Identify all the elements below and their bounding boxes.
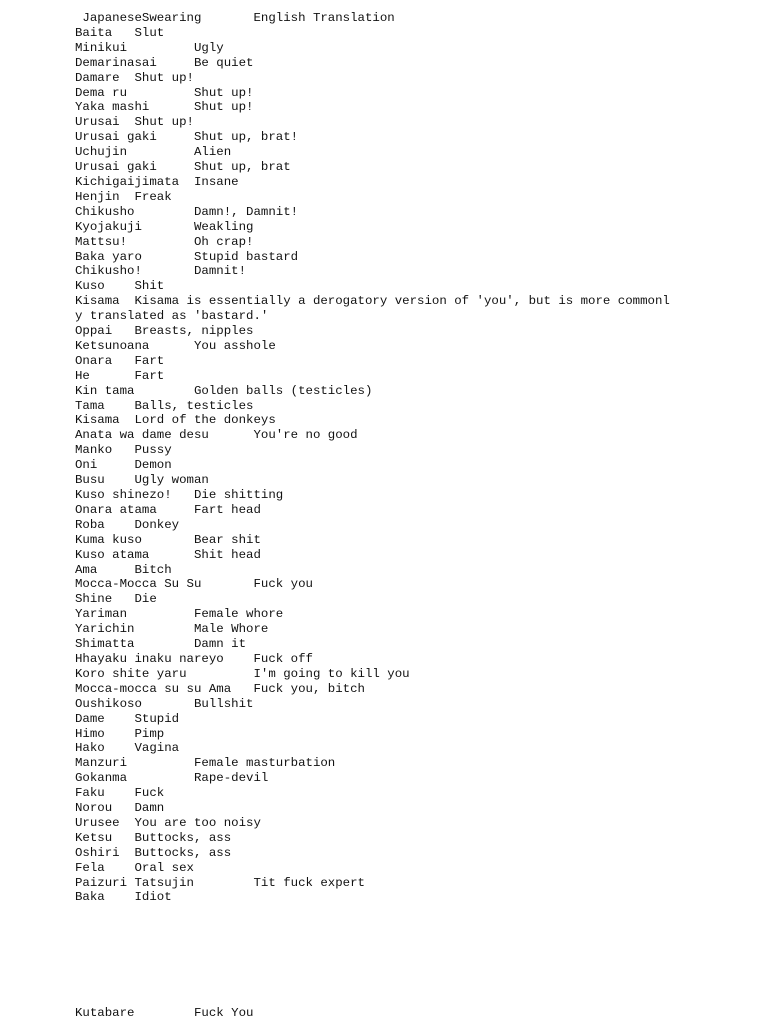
glossary-entry: Mattsu! Oh crap! — [75, 234, 254, 249]
glossary-entry: Urusee You are too noisy — [75, 815, 261, 830]
glossary-entry: Urusai Shut up! — [75, 115, 194, 130]
glossary-entry: Yariman Female whore — [75, 607, 284, 622]
glossary-entry: Norou Damn — [75, 801, 165, 816]
glossary-entry: Baka yaro Stupid bastard — [75, 249, 299, 264]
glossary-entry: Roba Donkey — [75, 517, 180, 532]
glossary-entry: Shine Die — [75, 592, 157, 607]
glossary-entry: Henjin Freak — [75, 189, 172, 204]
glossary-entry: Fela Oral sex — [75, 860, 194, 875]
glossary-entry: Manko Pussy — [75, 443, 172, 458]
glossary-entry: y translated as 'bastard.' — [75, 309, 269, 324]
glossary-entry: Kisama Kisama is essentially a derogatory version of 'you', but is more commonl — [75, 294, 670, 309]
glossary-entry: Mocca-mocca su su Ama Fuck you, bitch — [75, 681, 365, 696]
glossary-entry: Kyojakuji Weakling — [75, 219, 254, 234]
glossary-text — [75, 11, 755, 905]
glossary-entry: Chikusho Damn!, Damnit! — [75, 204, 299, 219]
glossary-entry: Tama Balls, testicles — [75, 398, 254, 413]
glossary-entry: Uchujin Alien — [75, 145, 232, 160]
document-body — [75, 11, 755, 905]
glossary-entry: Koro shite yaru I'm going to kill you — [75, 666, 410, 681]
glossary-entry: Shimatta Damn it — [75, 637, 247, 652]
glossary-entry: Manzuri Female masturbation — [75, 756, 336, 771]
glossary-entry: Anata wa dame desu You're no good — [75, 428, 358, 443]
glossary-entry: Oni Demon — [75, 458, 172, 473]
glossary-entry: Minikui Ugly — [75, 40, 224, 55]
column-header-line: JapaneseSwearing English Translation — [75, 11, 395, 25]
glossary-entry: Oushikoso Bullshit — [75, 696, 254, 711]
glossary-entry: Baka Idiot — [75, 890, 172, 905]
glossary-entry: Kin tama Golden balls (testicles) — [75, 383, 373, 398]
glossary-entry: Himo Pimp — [75, 726, 165, 741]
glossary-entry: Hhayaku inaku nareyo Fuck off — [75, 651, 313, 666]
glossary-entry: Baita Slut — [75, 25, 165, 40]
glossary-entry: Yarichin Male Whore — [75, 622, 269, 637]
glossary-entry: Mocca-Mocca Su Su Fuck you — [75, 577, 313, 592]
glossary-entry: Hako Vagina — [75, 741, 180, 756]
glossary-entry: Oshiri Buttocks, ass — [75, 845, 232, 860]
glossary-entry: Demarinasai Be quiet — [75, 55, 254, 70]
glossary-entry: Kisama Lord of the donkeys — [75, 413, 276, 428]
glossary-entry: Dame Stupid — [75, 711, 180, 726]
glossary-entry: He Fart — [75, 368, 165, 383]
glossary-entry: Dema ru Shut up! — [75, 85, 254, 100]
glossary-entry: Paizuri Tatsujin Tit fuck expert — [75, 875, 365, 890]
glossary-entry: Damare Shut up! — [75, 70, 194, 85]
glossary-entry: Kichigaijimata Insane — [75, 174, 239, 189]
footer-line: Kutabare Fuck You — [75, 1006, 254, 1020]
glossary-entry: Ketsu Buttocks, ass — [75, 830, 232, 845]
glossary-entry: Chikusho! Damnit! — [75, 264, 247, 279]
glossary-entry: Yaka mashi Shut up! — [75, 100, 254, 115]
glossary-entry: Onara Fart — [75, 353, 165, 368]
glossary-entry: Ama Bitch — [75, 562, 172, 577]
glossary-entry: Onara atama Fart head — [75, 502, 261, 517]
glossary-entry: Kuma kuso Bear shit — [75, 532, 261, 547]
glossary-entry: Faku Fuck — [75, 786, 165, 801]
glossary-entry: Ketsunoana You asshole — [75, 338, 276, 353]
glossary-entry: Urusai gaki Shut up, brat! — [75, 130, 299, 145]
glossary-entry: Busu Ugly woman — [75, 473, 209, 488]
glossary-entry: Kuso Shit — [75, 279, 165, 294]
glossary-entry: Gokanma Rape-devil — [75, 771, 269, 786]
glossary-entry: Urusai gaki Shut up, brat — [75, 160, 291, 175]
glossary-entry: Kuso atama Shit head — [75, 547, 261, 562]
glossary-entry: Kuso shinezo! Die shitting — [75, 488, 284, 502]
glossary-entry: Oppai Breasts, nipples — [75, 324, 254, 339]
